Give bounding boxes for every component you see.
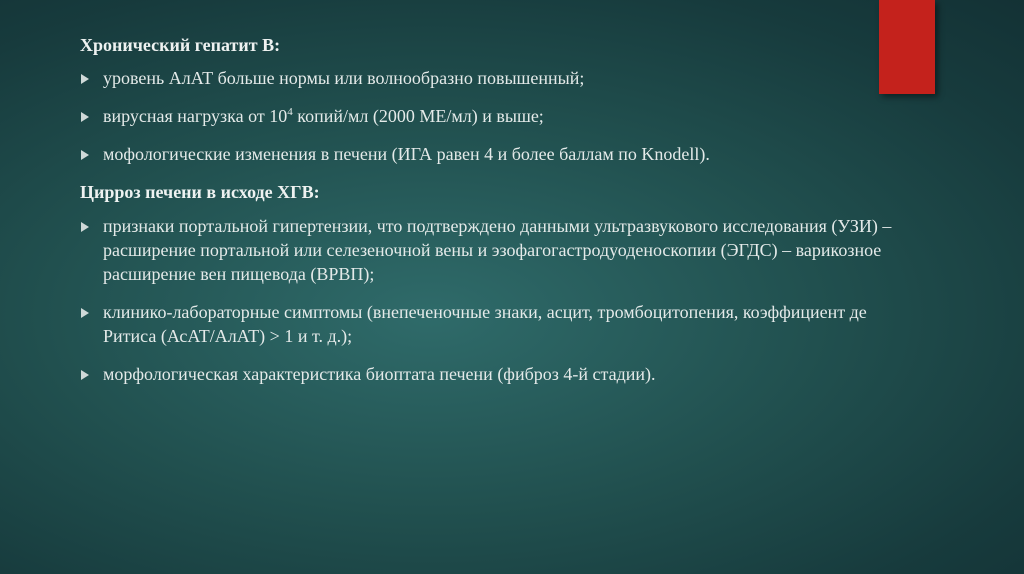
- triangle-bullet-icon: [81, 112, 89, 122]
- triangle-bullet-icon: [81, 370, 89, 380]
- slide-content: [80, 33, 900, 400]
- list-item: [80, 300, 900, 348]
- list-item: [80, 214, 900, 286]
- list-item-text: мофологические изменения в печени (ИГА равен 4 и более баллам по Knodell).: [103, 144, 710, 164]
- list-item-text: [103, 106, 544, 126]
- triangle-bullet-icon: [81, 222, 89, 232]
- viral-load-text-start: вирусная нагрузка от 10: [103, 106, 288, 126]
- liver-cirrhosis-criteria-list: [80, 214, 900, 386]
- list-item-text: уровень АлАТ больше нормы или волнообразно повышенный;: [103, 68, 585, 88]
- chronic-hepatitis-b-criteria-list: [80, 66, 900, 166]
- triangle-bullet-icon: [81, 150, 89, 160]
- list-item: [80, 104, 900, 128]
- list-item: [80, 66, 900, 90]
- viral-load-exponent: 4: [287, 106, 293, 118]
- triangle-bullet-icon: [81, 74, 89, 84]
- list-item-text: признаки портальной гипертензии, что подтверждено данными ультразвукового исследования (УЗИ) – расширение портальной или селезеночной вены и эзофагогастродуоденоскопии (ЭГДС) – варикозное расширение вен пищевода (ВРВП);: [103, 216, 892, 284]
- heading-liver-cirrhosis: Цирроз печени в исходе ХГВ:: [80, 182, 320, 202]
- list-item-text: морфологическая характеристика биоптата печени (фиброз 4-й стадии).: [103, 364, 656, 384]
- list-item: [80, 142, 900, 166]
- viral-load-text-end: копий/мл (2000 МЕ/мл) и выше;: [292, 106, 544, 126]
- triangle-bullet-icon: [81, 308, 89, 318]
- list-item-text: клинико-лабораторные симптомы (внепеченочные знаки, асцит, тромбоцитопения, коэффициент де Ритиса (АсАТ/АлАТ) > 1 и т. д.);: [103, 302, 867, 346]
- list-item: [80, 362, 900, 386]
- heading-chronic-hepatitis-b: Хронический гепатит В:: [80, 35, 281, 55]
